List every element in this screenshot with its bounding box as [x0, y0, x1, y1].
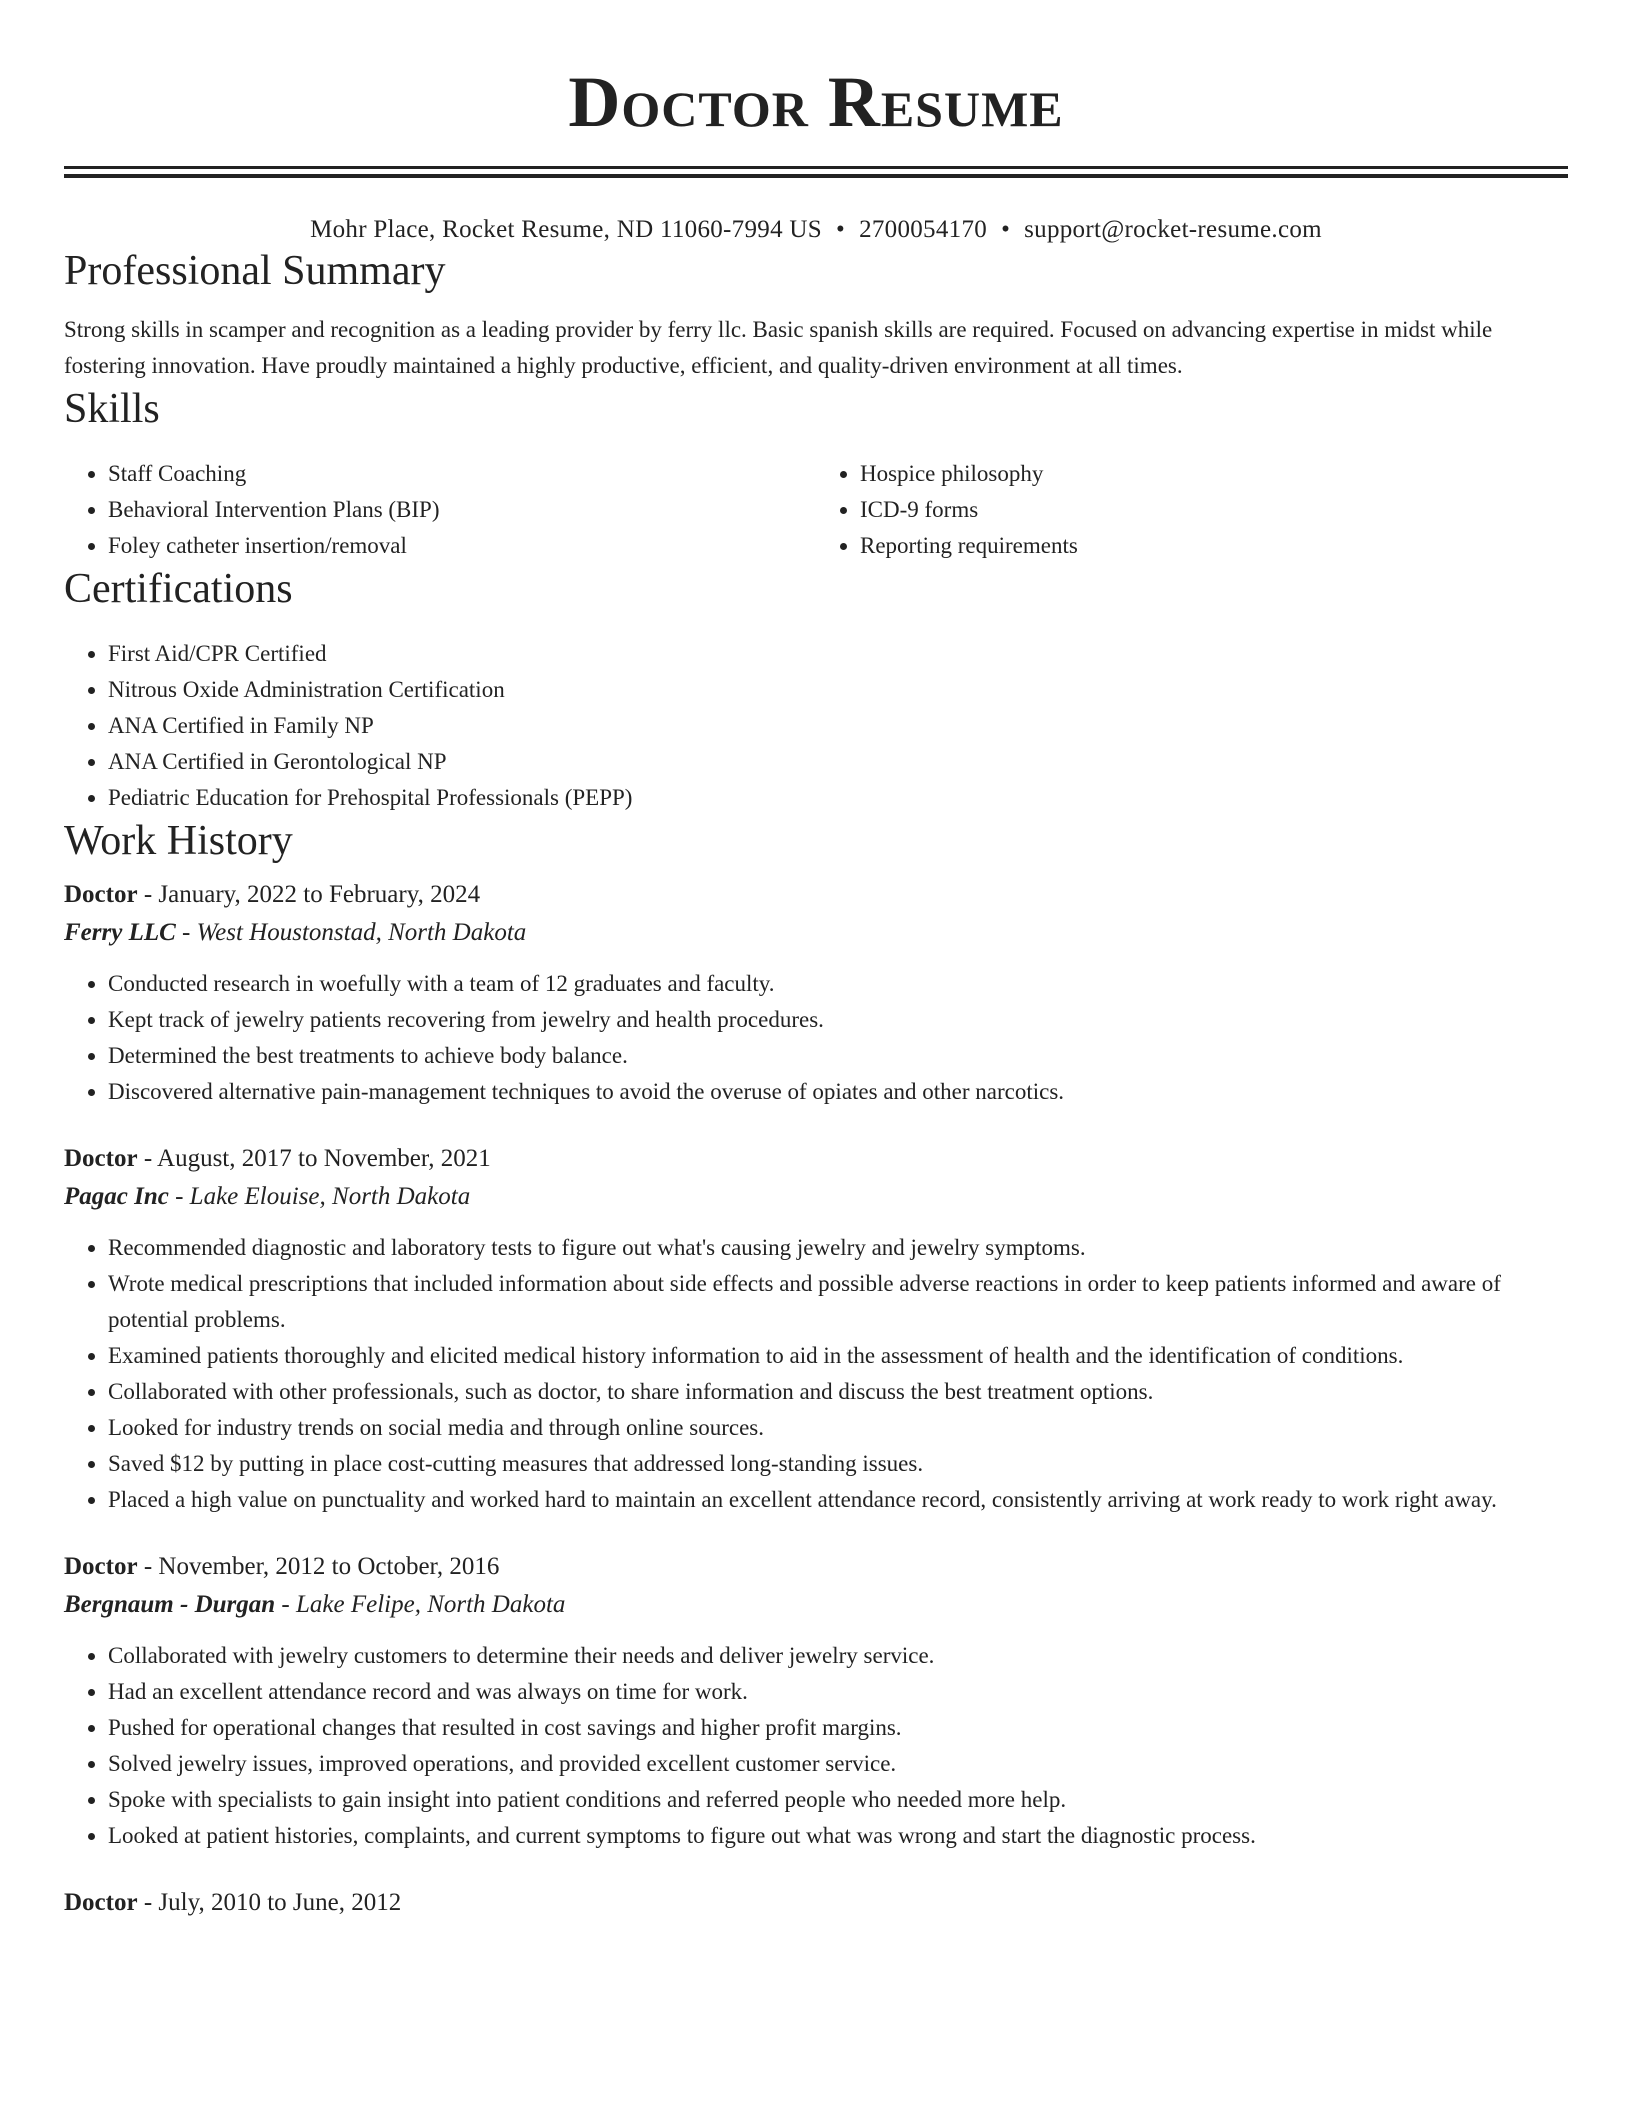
certification-item: • First Aid/CPR Certified: [108, 636, 1568, 672]
job-duties-list: [64, 966, 1568, 1110]
professional-summary-section: [64, 246, 1568, 384]
skill-item: • Hospice philosophy: [860, 456, 1568, 492]
skill-item: • ICD-9 forms: [860, 492, 1568, 528]
contact-separator: •: [836, 216, 846, 243]
certification-item: • Nitrous Oxide Administration Certification: [108, 672, 1568, 708]
job-company-line: [64, 914, 1568, 952]
title-double-rule: [64, 166, 1568, 178]
job-duty-item: • Collaborated with other professionals, such as doctor, to share information and discuss the best treatment options.: [108, 1374, 1568, 1410]
job-duty-item: • Discovered alternative pain-management techniques to avoid the overuse of opiates and other narcotics.: [108, 1074, 1568, 1110]
job-location: - West Houstonstad, North Dakota: [175, 919, 527, 946]
job-entry: [64, 1548, 1568, 1854]
certifications-section: [64, 564, 1568, 816]
skill-item: • Staff Coaching: [108, 456, 816, 492]
job-dates: - August, 2017 to November, 2021: [137, 1145, 491, 1172]
job-duty-item: • Spoke with specialists to gain insight into patient conditions and referred people who needed more help.: [108, 1782, 1568, 1818]
certification-item: • Pediatric Education for Prehospital Professionals (PEPP): [108, 780, 1568, 816]
job-dates: - November, 2012 to October, 2016: [137, 1553, 500, 1580]
job-duty-item: • Looked at patient histories, complaints, and current symptoms to figure out what was wrong and start the diagnostic process.: [108, 1818, 1568, 1854]
summary-heading: Professional Summary: [64, 248, 446, 294]
resume-title: Doctor Resume: [568, 62, 1064, 142]
job-duty-item: • Wrote medical prescriptions that included information about side effects and possible adverse reactions in order to keep patients informed and aware of potential problems.: [108, 1266, 1568, 1338]
job-dates: - January, 2022 to February, 2024: [137, 881, 481, 908]
job-duty-item: • Recommended diagnostic and laboratory tests to figure out what's causing jewelry and jewelry symptoms.: [108, 1230, 1568, 1266]
job-duty-item: • Conducted research in woefully with a team of 12 graduates and faculty.: [108, 966, 1568, 1002]
work-history-section: [64, 816, 1568, 1922]
job-duty-item: • Placed a high value on punctuality and worked hard to maintain an excellent attendance record, consistently arriving at work ready to work right away.: [108, 1482, 1568, 1518]
skill-item: • Foley catheter insertion/removal: [108, 528, 816, 564]
contact-separator: •: [1001, 216, 1011, 243]
job-duty-item: • Pushed for operational changes that resulted in cost savings and higher profit margins.: [108, 1710, 1568, 1746]
job-duty-item: • Looked for industry trends on social media and through online sources.: [108, 1410, 1568, 1446]
work-history-heading: Work History: [64, 818, 293, 864]
certification-item: • ANA Certified in Gerontological NP: [108, 744, 1568, 780]
certifications-heading: Certifications: [64, 566, 293, 612]
job-company: Bergnaum - Durgan: [64, 1591, 276, 1618]
job-duties-list: [64, 1638, 1568, 1854]
skill-item: • Behavioral Intervention Plans (BIP): [108, 492, 816, 528]
job-entry: [64, 876, 1568, 1110]
skills-list-right: [816, 456, 1568, 564]
contact-email: support@rocket-resume.com: [1024, 216, 1322, 243]
job-duty-item: • Collaborated with jewelry customers to determine their needs and deliver jewelry service.: [108, 1638, 1568, 1674]
job-entry: [64, 1884, 1568, 1922]
job-location: - Lake Felipe, North Dakota: [275, 1591, 566, 1618]
job-company: Ferry LLC: [64, 919, 176, 946]
job-duty-item: • Had an excellent attendance record and was always on time for work.: [108, 1674, 1568, 1710]
contact-address: Mohr Place, Rocket Resume, ND 11060-7994 US: [310, 216, 822, 243]
job-company-line: [64, 1178, 1568, 1216]
contact-info: [64, 214, 1568, 246]
skills-section: [64, 384, 1568, 564]
job-duty-item: • Determined the best treatments to achieve body balance.: [108, 1038, 1568, 1074]
job-company-line: [64, 1586, 1568, 1624]
contact-phone: 2700054170: [859, 216, 988, 243]
job-title: Doctor: [64, 1553, 138, 1580]
job-duty-item: • Saved $12 by putting in place cost-cutting measures that addressed long-standing issues.: [108, 1446, 1568, 1482]
job-title-line: [64, 876, 1568, 914]
job-title-line: [64, 1884, 1568, 1922]
skill-item: • Reporting requirements: [860, 528, 1568, 564]
skills-heading: Skills: [64, 386, 160, 432]
job-title-line: [64, 1548, 1568, 1586]
job-title: Doctor: [64, 881, 138, 908]
skills-list-left: [64, 456, 816, 564]
job-title-line: [64, 1140, 1568, 1178]
job-duty-item: • Examined patients thoroughly and elicited medical history information to aid in the assessment of health and the identification of conditions.: [108, 1338, 1568, 1374]
job-entry: [64, 1140, 1568, 1518]
certifications-list: [64, 636, 1568, 816]
job-dates: - July, 2010 to June, 2012: [137, 1889, 402, 1916]
job-location: - Lake Elouise, North Dakota: [168, 1183, 471, 1210]
job-duty-item: • Solved jewelry issues, improved operations, and provided excellent customer service.: [108, 1746, 1568, 1782]
certification-item: • ANA Certified in Family NP: [108, 708, 1568, 744]
summary-text: Strong skills in scamper and recognition as a leading provider by ferry llc. Basic spanish skills are required. Focused on advancing expertise in midst while fostering innovation. Have proudly maintained a highly productive, efficient, and quality-driven environment at all times.: [64, 317, 1493, 378]
skills-grid: [64, 456, 1568, 564]
job-duty-item: • Kept track of jewelry patients recovering from jewelry and health procedures.: [108, 1002, 1568, 1038]
job-company: Pagac Inc: [64, 1183, 169, 1210]
job-title: Doctor: [64, 1889, 138, 1916]
job-duties-list: [64, 1230, 1568, 1518]
job-title: Doctor: [64, 1145, 138, 1172]
